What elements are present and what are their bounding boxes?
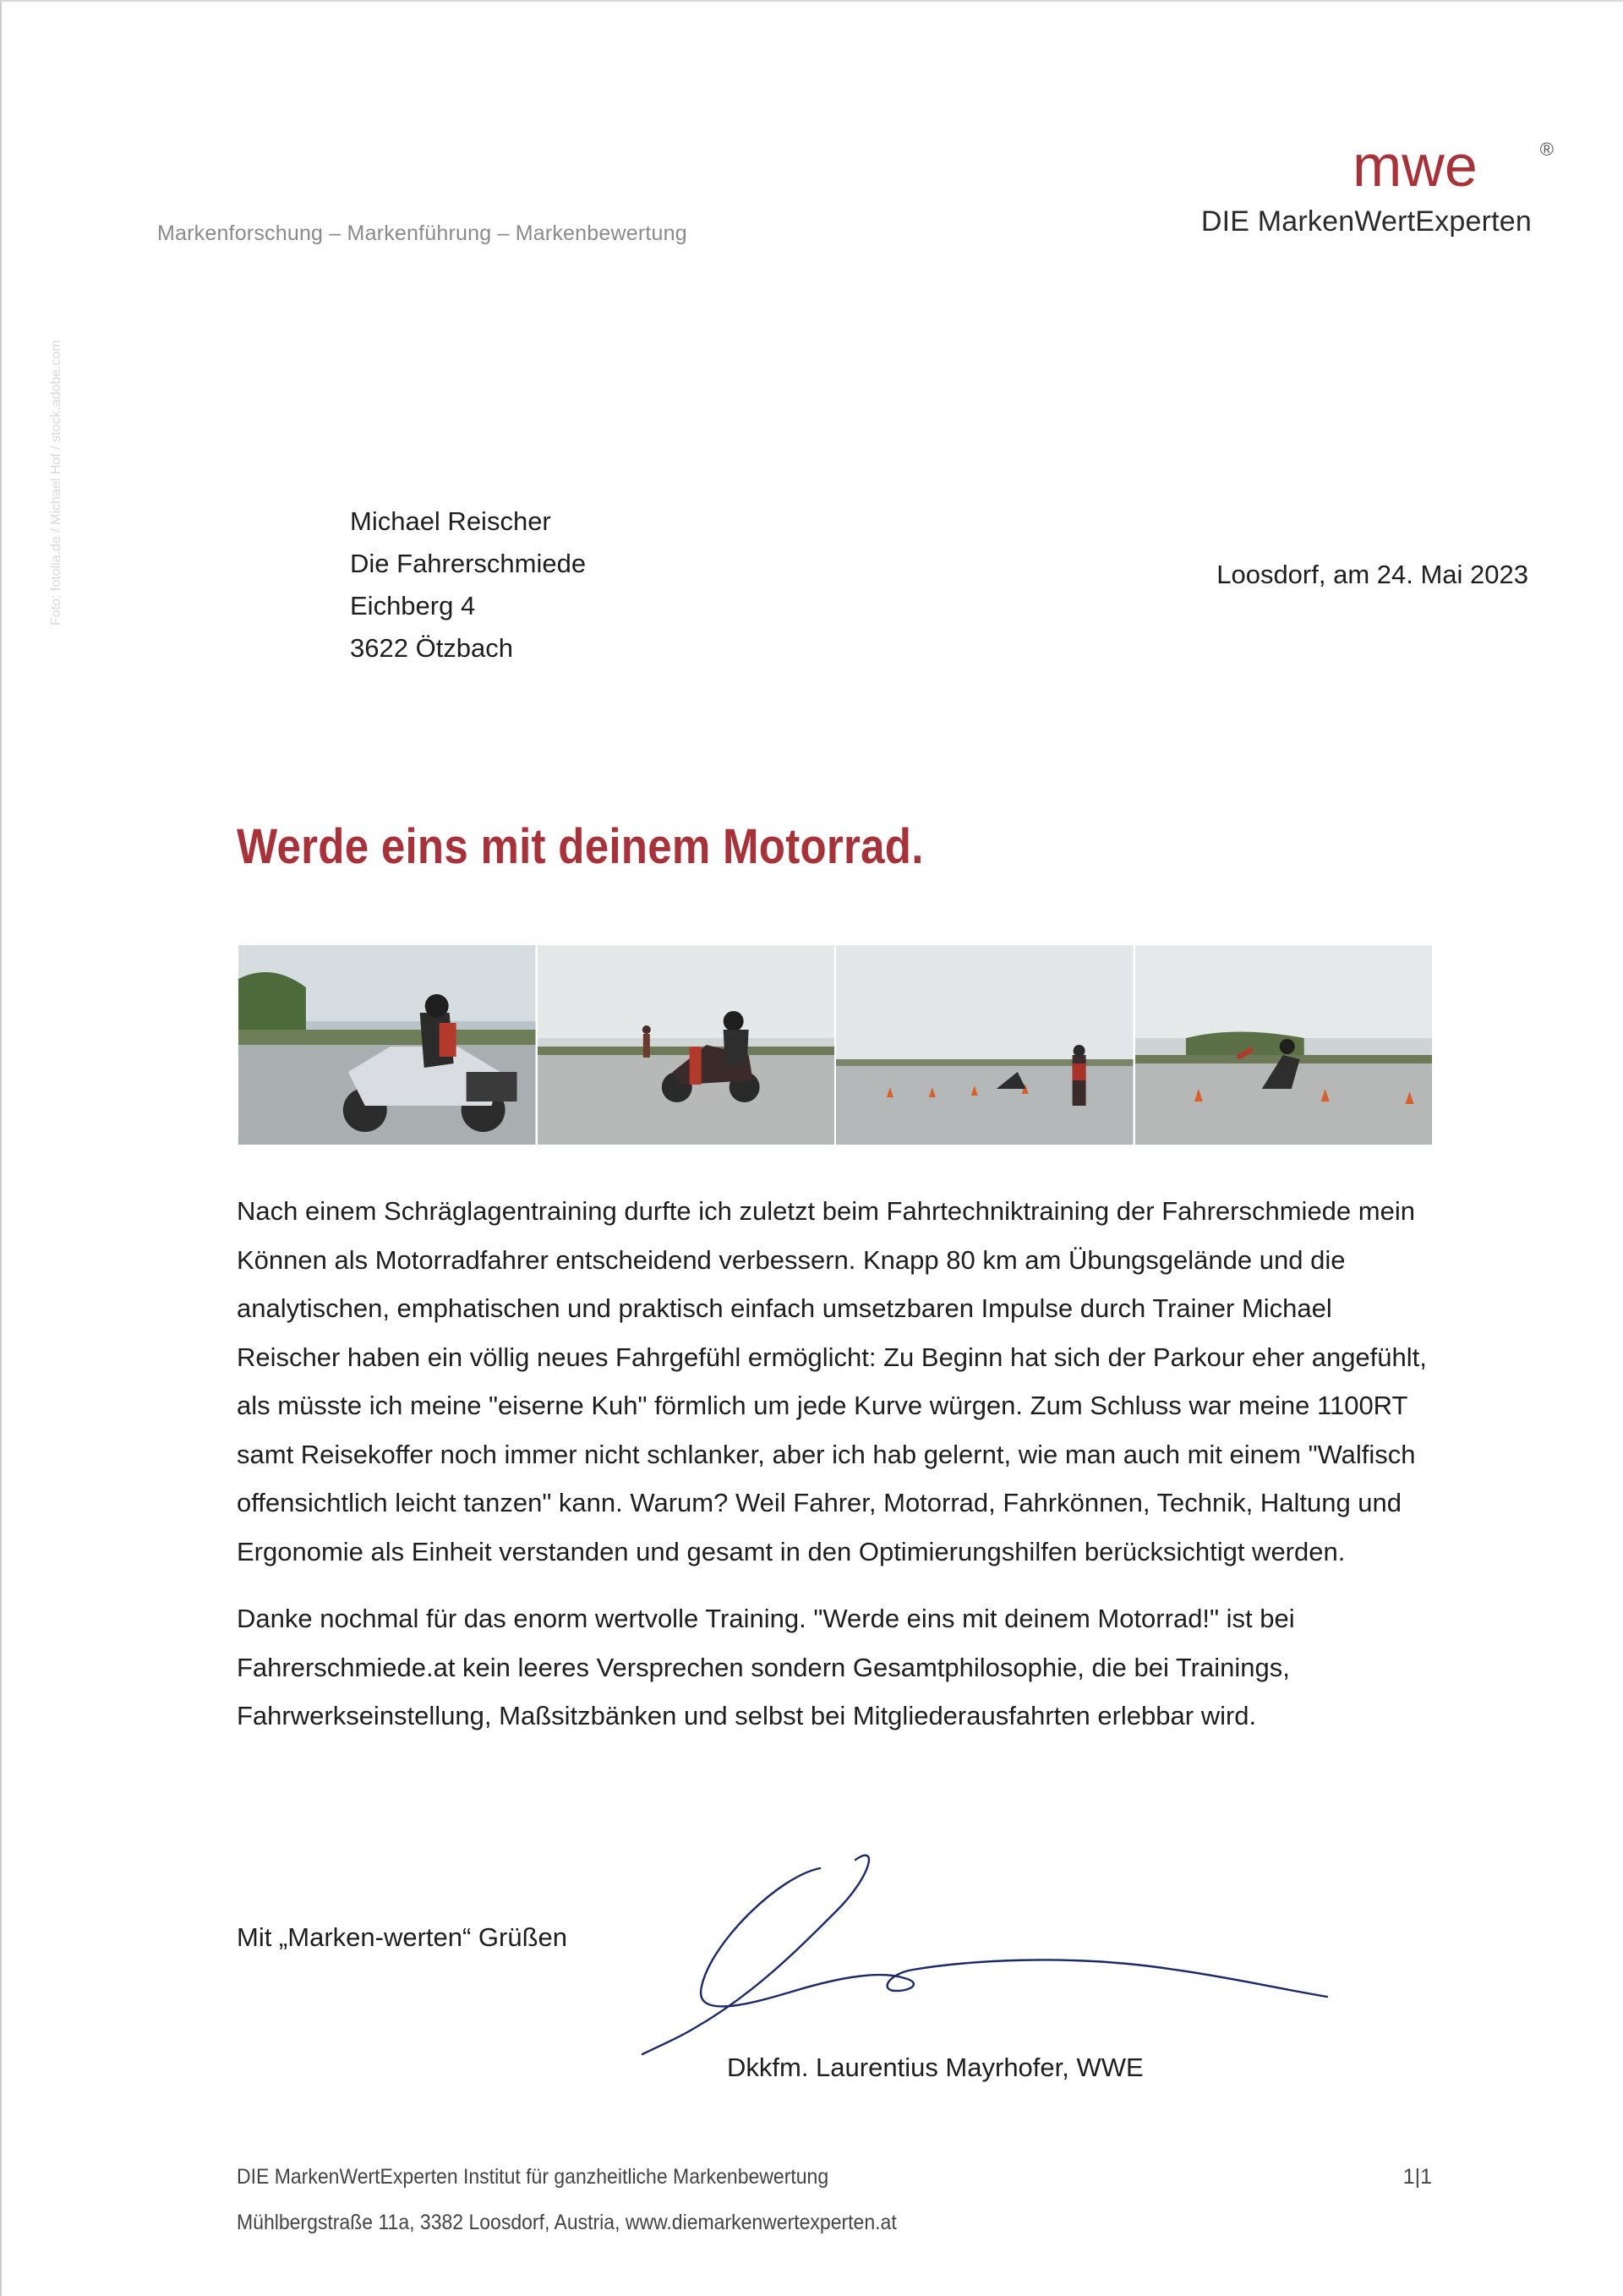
recipient-city: 3622 Ötzbach bbox=[350, 633, 514, 663]
mwe-logo-icon bbox=[1351, 144, 1532, 193]
photo-lean-turn bbox=[538, 945, 835, 1145]
recipient-company: Die Fahrerschmiede bbox=[350, 549, 587, 578]
mwe-logo-mark bbox=[1351, 139, 1554, 193]
photo-credit: Foto: fotolia.de / Michael Hof / stock.adobe.com bbox=[49, 340, 63, 626]
footer-line-1: DIE MarkenWertExperten Institut für ganzheitliche Markenbewertung bbox=[237, 2165, 829, 2189]
body-paragraph-2: Danke nochmal für das enorm wertvolle Training. "Werde eins mit deinem Motorrad!" ist bei Fahrerschmiede.at kein leeres Versprechen sondern Gesamtphilosophie, die bei Trainings, Fahrwerkseinstellung, Maßsitzbänken und selbst bei Mitgliederausfahrten erlebbar wird. bbox=[237, 1604, 1295, 1730]
closing-greeting: Mit „Marken-werten“ Grüßen bbox=[237, 1922, 568, 1952]
logo-text: mwe bbox=[1352, 144, 1478, 193]
photo-knee-down bbox=[1135, 945, 1433, 1145]
recipient-name: Michael Reischer bbox=[350, 506, 551, 536]
letter-date: Loosdorf, am 24. Mai 2023 bbox=[1216, 560, 1528, 589]
signer-name: Dkkfm. Laurentius Mayrhofer, WWE bbox=[727, 2053, 1144, 2082]
page-number: 1|1 bbox=[1402, 2165, 1432, 2189]
header-tagline: Markenforschung – Markenführung – Markenbewertung bbox=[157, 221, 687, 245]
photo-touring-bike bbox=[238, 945, 536, 1145]
photo-cone-course bbox=[836, 945, 1134, 1145]
recipient-street: Eichberg 4 bbox=[350, 591, 476, 620]
recipient-address bbox=[350, 500, 586, 670]
company-logo bbox=[1092, 139, 1554, 238]
registered-mark: ® bbox=[1539, 139, 1554, 160]
logo-subtitle: DIE MarkenWertExperten bbox=[1200, 205, 1532, 238]
footer-line-2: Mühlbergstraße 11a, 3382 Loosdorf, Austria, www.diemarkenwertexperten.at bbox=[237, 2211, 897, 2234]
footer-address bbox=[237, 2154, 897, 2245]
handwritten-signature bbox=[626, 1843, 1352, 2063]
letter-body bbox=[237, 1187, 1429, 1741]
photo-strip bbox=[238, 945, 1432, 1145]
body-paragraph-1: Nach einem Schräglagentraining durfte ich zuletzt beim Fahrtechniktraining der Fahrerschmiede mein Können als Motorradfahrer entscheidend verbessern. Knapp 80 km am Übungsgelände und die analytischen, emphatischen und praktisch einfach umsetzbaren Impulse durch Trainer Michael Reischer haben ein völlig neues Fahrgefühl ermöglicht: Zu Beginn hat sich der Parkour eher angefühlt, als müsste ich meine "eiserne Kuh" förmlich um jede Kurve würgen. Zum Schluss war meine 1100RT samt Reisekoffer noch immer nicht schlanker, aber ich hab gelernt, wie man auch mit einem "Walfisch offensichtlich leicht tanzen" kann. Warum? Weil Fahrer, Motorrad, Fahrkönnen, Technik, Haltung und Ergonomie als Einheit verstanden und gesamt in den Optimierungshilfen berücksichtigt werden. bbox=[237, 1196, 1427, 1566]
letter-headline: Werde eins mit deinem Motorrad. bbox=[237, 819, 924, 874]
